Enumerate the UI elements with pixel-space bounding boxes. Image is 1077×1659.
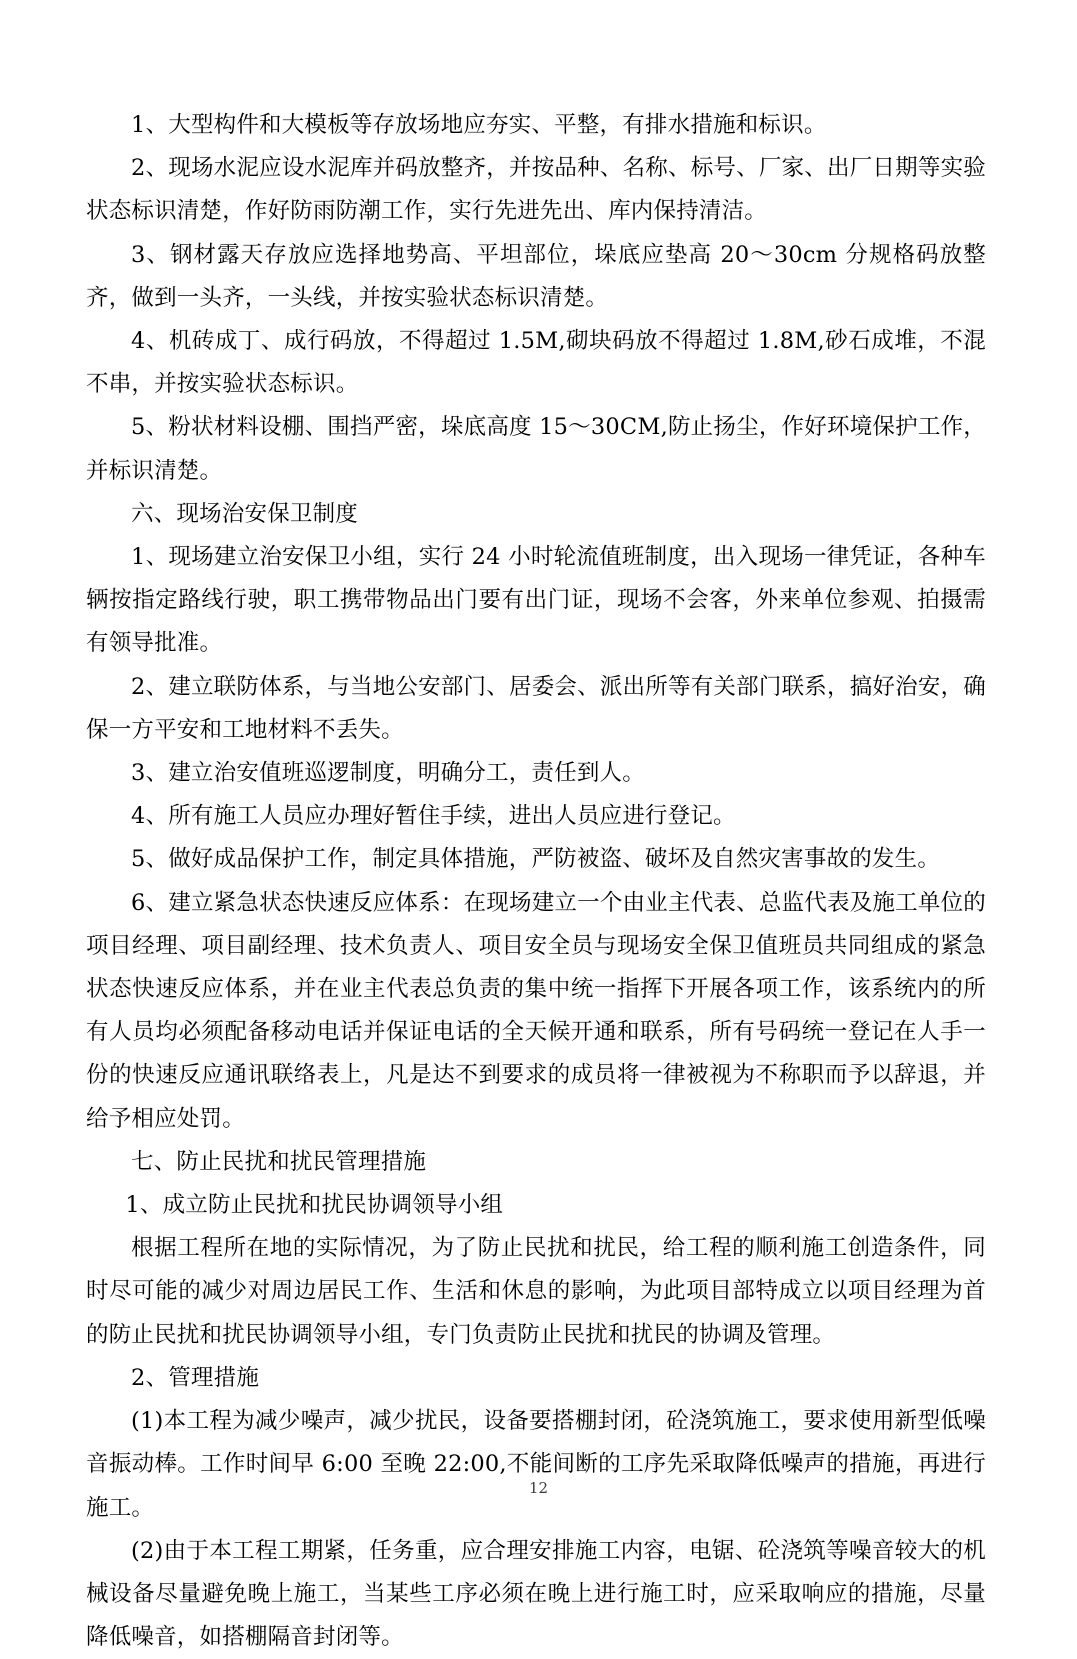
paragraph-6: 1、现场建立治安保卫小组，实行 24 小时轮流值班制度，出入现场一律凭证，各种车辆按指定路线行驶，职工携带物品出门要有出门证，现场不会客，外来单位参观、拍摄需有领导批准。	[86, 544, 986, 657]
paragraph-4: 4、机砖成丁、成行码放，不得超过 1.5M,砌块码放不得超过 1.8M,砂石成堆，不混不串，并按实验状态标识。	[86, 328, 986, 398]
section-heading-six: 六、现场治安保卫制度	[131, 500, 359, 527]
sub-heading-one: 1、成立防止民扰和扰民协调领导小组	[125, 1192, 504, 1219]
paragraph-15: (2)由于本工程工期紧，任务重，应合理安排施工内容，电锯、砼浇筑等噪音较大的机械设备尽量避免晚上施工，当某些工序必须在晚上进行施工时，应采取响应的措施，尽量降低噪音，如搭棚隔音封闭等。	[86, 1537, 986, 1651]
paragraph-7: 2、建立联防体系，与当地公安部门、居委会、派出所等有关部门联系，搞好治安，确保一方平安和工地材料不丢失。	[86, 673, 986, 743]
document-body	[86, 104, 986, 1659]
section-heading-seven: 七、防止民扰和扰民管理措施	[131, 1148, 427, 1175]
paragraph-10: 5、做好成品保护工作，制定具体措施，严防被盗、破坏及自然灾害事故的发生。	[131, 846, 941, 873]
paragraph-5: 5、粉状材料设棚、围挡严密，垛底高度 15～30CM,防止扬尘，作好环境保护工作，并标识清楚。	[86, 414, 986, 484]
paragraph-3: 3、钢材露天存放应选择地势高、平坦部位，垛底应垫高 20～30cm 分规格码放整齐，做到一头齐，一头线，并按实验状态标识清楚。	[86, 241, 986, 311]
paragraph-14: (1)本工程为减少噪声，减少扰民，设备要搭棚封闭，砼浇筑施工，要求使用新型低噪音振动棒。工作时间早 6:00 至晚 22:00,不能间断的工序先采取降低噪声的措施，再进行施工。	[86, 1408, 986, 1521]
paragraph-11: 6、建立紧急状态快速反应体系：在现场建立一个由业主代表、总监代表及施工单位的项目经理、项目副经理、技术负责人、项目安全员与现场安全保卫值班员共同组成的紧急状态快速反应体系，并在业主代表总负责的集中统一指挥下开展各项工作，该系统内的所有人员均必须配备移动电话并保证电话的全天候开通和联系，所有号码统一登记在人手一份的快速反应通讯联络表上，凡是达不到要求的成员将一律被视为不称职而予以辞退，并给予相应处罚。	[86, 889, 986, 1132]
paragraph-12: 根据工程所在地的实际情况，为了防止民扰和扰民，给工程的顺利施工创造条件，同时尽可能的减少对周边居民工作、生活和休息的影响，为此项目部特成立以项目经理为首的防止民扰和扰民协调领导小组，专门负责防止民扰和扰民的协调及管理。	[86, 1235, 986, 1348]
page-number: 12	[528, 1479, 549, 1497]
paragraph-13: 2、管理措施	[131, 1364, 260, 1391]
paragraph-1: 1、大型构件和大模板等存放场地应夯实、平整，有排水措施和标识。	[131, 112, 827, 138]
paragraph-9: 4、所有施工人员应办理好暂住手续，进出人员应进行登记。	[131, 803, 736, 830]
paragraph-2: 2、现场水泥应设水泥库并码放整齐，并按品种、名称、标号、厂家、出厂日期等实验状态标识清楚，作好防雨防潮工作，实行先进先出、库内保持清洁。	[86, 155, 986, 225]
paragraph-8: 3、建立治安值班巡逻制度，明确分工，责任到人。	[131, 760, 645, 787]
